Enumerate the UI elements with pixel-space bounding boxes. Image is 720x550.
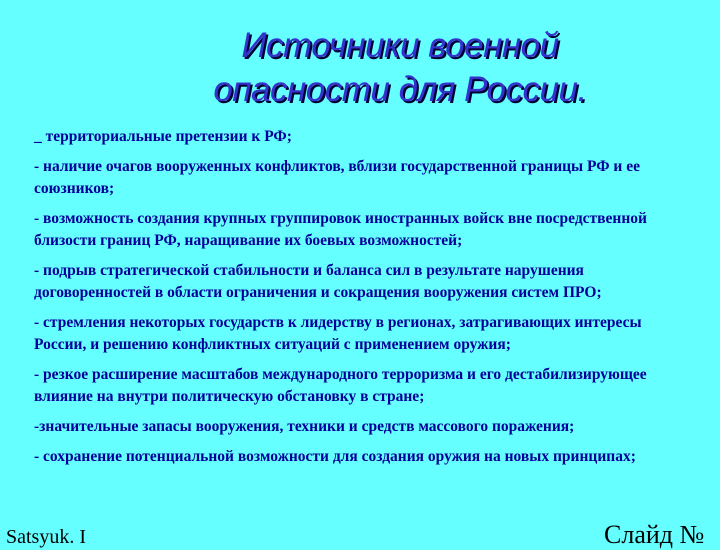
list-item: - резкое расширение масштабов международного терроризма и его дестабилизирующее влияние на внутри политическую обстановку в стране; — [34, 366, 647, 405]
slide-title-line-1: Источники военной — [241, 26, 559, 65]
slide-title — [0, 24, 720, 112]
danger-sources-list — [34, 126, 684, 476]
list-item: - возможность создания крупных группировок иностранных войск вне посредственной близости границ РФ, наращивание их боевых возможностей; — [34, 210, 647, 249]
author-footer: Satsyuk. I — [6, 526, 86, 548]
slide-number-footer: Слайд № — [604, 520, 705, 549]
list-item: - наличие очагов вооруженных конфликтов, вблизи государственной границы РФ и ее союзников; — [34, 158, 640, 197]
list-item: _ территориальные претензии к РФ; — [34, 128, 292, 145]
list-item: - подрыв стратегической стабильности и баланса сил в результате нарушения договоренностей в области ограничения и сокращения вооружения систем ПРО; — [34, 262, 602, 301]
list-item: -значительные запасы вооружения, техники и средств массового поражения; — [34, 418, 575, 435]
list-item: - сохранение потенциальной возможности для создания оружия на новых принципах; — [34, 448, 636, 465]
slide-title-line-2: опасности для России. — [213, 70, 587, 109]
list-item: - стремления некоторых государств к лидерству в регионах, затрагивающих интересы России, и решению конфликтных ситуаций с применением оружия; — [34, 314, 642, 353]
